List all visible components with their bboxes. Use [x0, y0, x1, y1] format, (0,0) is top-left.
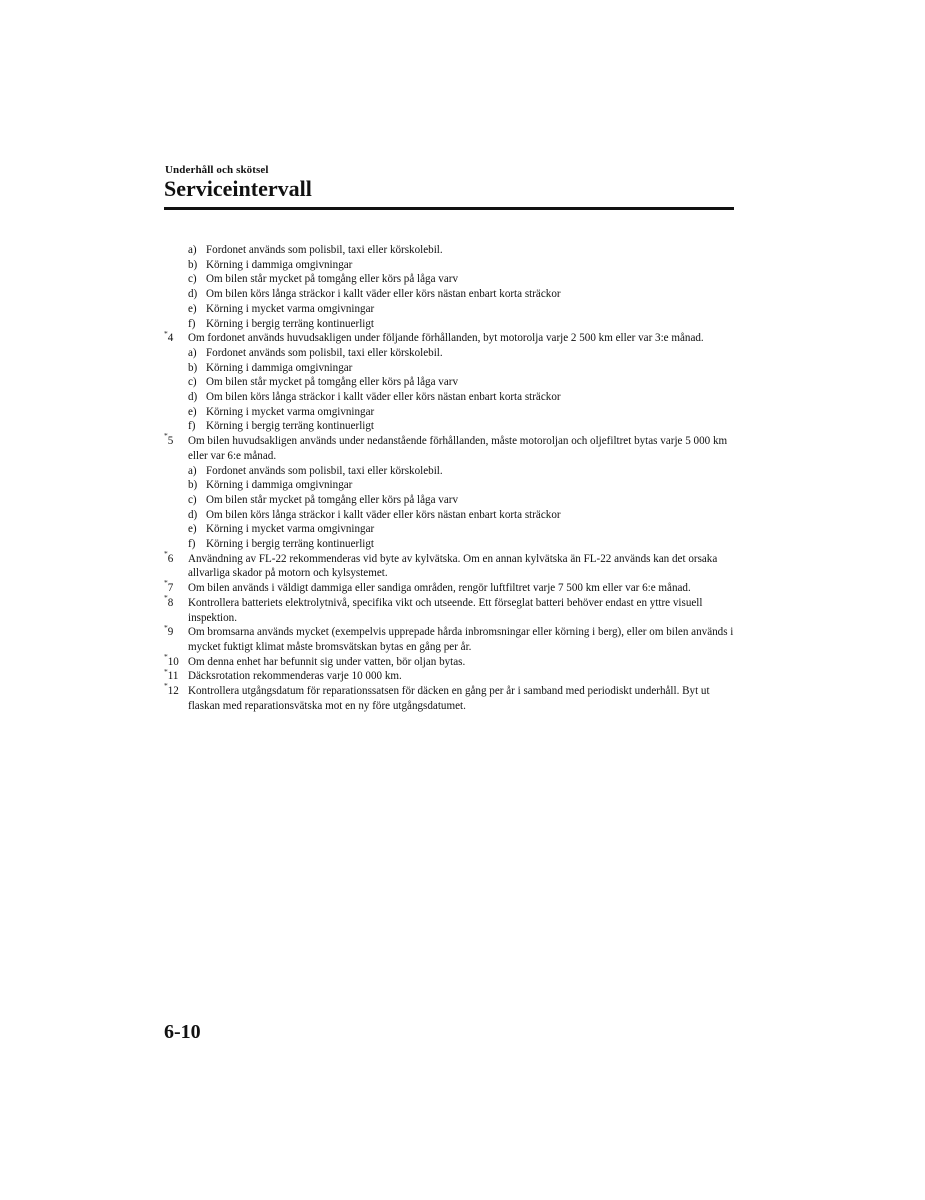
note-10: *10 Om denna enhet har befunnit sig under vatten, bör oljan bytas. [164, 652, 466, 668]
condition-item: a) Fordonet används som polisbil, taxi eller körskolebil. [188, 346, 443, 359]
note-8: *8 Kontrollera batteriets elektrolytnivå, specifika vikt och utseende. Ett förseglat batteri behöver endast en yttre visuell inspektion. [164, 593, 703, 624]
condition-item: e) Körning i mycket varma omgivningar [188, 523, 375, 536]
note-4: *4 Om fordonet används huvudsakligen under följande förhållanden, byt motorolja varje 2 500 km eller var 3:e månad. [164, 328, 704, 345]
condition-item: b) Körning i dammiga omgivningar [188, 258, 353, 271]
note-marker: *7 [164, 578, 174, 595]
condition-item: e) Körning i mycket varma omgivningar [188, 302, 375, 315]
condition-item: d) Om bilen körs långa sträckor i kallt väder eller körs nästan enbart korta sträckor [188, 508, 561, 521]
page-title: Serviceintervall [164, 176, 312, 201]
condition-item: c) Om bilen står mycket på tomgång eller körs på låga varv [188, 376, 458, 389]
note-5: *5 Om bilen huvudsakligen används under nedanstående förhållanden, måste motoroljan och oljefiltret bytas varje 5 000 km eller var 6:e månad. [164, 431, 728, 462]
intro-condition-list [164, 243, 736, 331]
note-7: *7 Om bilen används i väldigt dammiga eller sandiga områden, rengör luftfiltret varje 7 500 km eller var 6:e månad. [164, 578, 691, 595]
service-notes [164, 243, 736, 714]
note-6: *6 Användning av FL-22 rekommenderas vid byte av kylvätska. Om en annan kylvätska än FL-22 används kan det orsaka allvarliga skador på motorn och kylsystemet. [164, 549, 718, 580]
page-number: 6-10 [164, 1021, 201, 1043]
condition-item: c) Om bilen står mycket på tomgång eller körs på låga varv [188, 273, 458, 286]
note-11: *11 Däcksrotation rekommenderas varje 10 000 km. [164, 666, 402, 683]
note-4-condition-list [164, 346, 736, 434]
condition-item: f) Körning i bergig terräng kontinuerligt [188, 420, 375, 433]
condition-item: f) Körning i bergig terräng kontinuerligt [188, 538, 375, 551]
note-marker: *10 [164, 652, 179, 668]
note-marker: *12 [164, 681, 179, 698]
condition-item: d) Om bilen körs långa sträckor i kallt väder eller körs nästan enbart korta sträckor [188, 391, 561, 404]
condition-item: b) Körning i dammiga omgivningar [188, 361, 353, 374]
condition-item: f) Körning i bergig terräng kontinuerligt [188, 317, 375, 330]
condition-item: a) Fordonet används som polisbil, taxi eller körskolebil. [188, 244, 443, 256]
title-divider [164, 207, 734, 210]
condition-item: b) Körning i dammiga omgivningar [188, 479, 353, 492]
condition-item: a) Fordonet används som polisbil, taxi eller körskolebil. [188, 464, 443, 477]
note-marker: *6 [164, 549, 174, 565]
note-9: *9 Om bromsarna används mycket (exempelvis upprepade hårda inbromsningar eller körning i berg), eller om bilen används i mycket fuktigt klimat måste bromsvätskan bytas en gång per år. [164, 622, 734, 653]
condition-item: c) Om bilen står mycket på tomgång eller körs på låga varv [188, 493, 458, 506]
condition-item: e) Körning i mycket varma omgivningar [188, 405, 375, 418]
note-12: *12 Kontrollera utgångsdatum för reparationssatsen för däcken en gång per år i samband med periodiskt underhåll. Byt ut flaskan med reparationsvätska mot en ny före utgångsdatumet. [164, 681, 710, 712]
note-5-condition-list [164, 464, 736, 552]
note-marker: *11 [164, 666, 179, 683]
note-marker: *8 [164, 593, 174, 609]
note-marker: *4 [164, 328, 174, 345]
section-label: Underhåll och skötsel [165, 164, 269, 176]
note-marker: *9 [164, 622, 174, 639]
condition-item: d) Om bilen körs långa sträckor i kallt väder eller körs nästan enbart korta sträckor [188, 288, 561, 301]
note-marker: *5 [164, 431, 174, 448]
